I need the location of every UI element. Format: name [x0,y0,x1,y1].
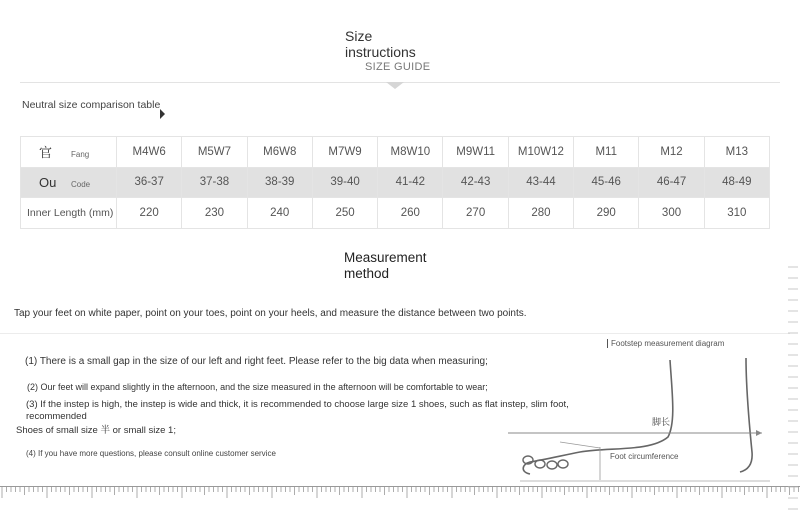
measurement-instruction: Tap your feet on white paper, point on your toes, point on your heels, and measure the distance between two points. [14,308,527,319]
title-line-1: Size [345,28,373,44]
code-cell: 36-37 [117,167,182,198]
length-cell: 260 [378,198,443,229]
length-cell: 230 [182,198,247,229]
circumference-line [560,442,600,448]
row-header-code [21,167,117,198]
ruler [0,480,800,500]
tip-3: (3) If the instep is high, the instep is wide and thick, it is recommended to choose large size 1 shoes, such as flat instep, slim foot, recommended [26,399,569,422]
ruler-ticks [2,486,799,498]
length-cell: 290 [574,198,639,229]
length-cell: 310 [704,198,769,229]
row-header-small: Code [71,179,91,189]
arrow-head [756,430,762,436]
comparison-label: Neutral size comparison table [22,99,161,111]
tip-2: (2) Our feet will expand slightly in the afternoon, and the size measured in the afternoon will be comfortable to wear; [27,382,488,392]
section-divider [0,333,790,334]
code-cell: 39-40 [312,167,377,198]
page-title [345,28,416,60]
size-cell: M4W6 [117,137,182,168]
toe [547,461,557,469]
row-header-small: Fang [71,150,90,160]
code-cell: 41-42 [378,167,443,198]
row-header-big: Ou [39,174,57,190]
side-ticks [786,265,800,515]
row-header-fang [21,137,117,168]
row-header-length [21,198,117,229]
measurement-title [344,250,427,282]
foot-diagram [500,352,780,482]
tip-1: (1) There is a small gap in the size of our left and right feet. Please refer to the big data when measuring; [25,356,488,367]
size-row [21,137,770,168]
inner-length-label: Inner Length (mm) [27,206,114,219]
play-triangle-icon [160,109,165,119]
row-header-big: 官 [39,145,53,161]
code-cell: 45-46 [574,167,639,198]
code-cell: 43-44 [508,167,573,198]
length-cell: 250 [312,198,377,229]
title-line-2: instructions [345,44,416,60]
tip-4: (4) If you have more questions, please consult online customer service [26,449,276,458]
size-cell: M13 [704,137,769,168]
code-cell: 38-39 [247,167,312,198]
code-cell: 46-47 [639,167,704,198]
length-cell: 270 [443,198,508,229]
heel-outline [740,358,752,472]
foot-circumference-label: Foot circumference [610,452,679,461]
length-cell: 300 [639,198,704,229]
size-cell: M6W8 [247,137,312,168]
size-cell: M12 [639,137,704,168]
measurement-title-line-2: method [344,266,390,281]
size-cell: M5W7 [182,137,247,168]
toe [535,460,545,468]
size-cell: M11 [574,137,639,168]
size-cell: M9W11 [443,137,508,168]
foot-length-label: 脚长 [652,417,671,427]
code-cell: 37-38 [182,167,247,198]
size-cell: M10W12 [508,137,573,168]
toe [558,460,568,468]
side-ticks-group [788,267,798,509]
code-cell: 48-49 [704,167,769,198]
tip-3-continued: Shoes of small size 半 or small size 1; [16,425,176,436]
page-subtitle: SIZE GUIDE [365,61,431,73]
code-row [21,167,770,198]
ruler-band [0,486,800,487]
measurement-title-line-1: Measurement [344,250,427,265]
code-cell: 42-43 [443,167,508,198]
length-cell: 220 [117,198,182,229]
down-triangle-icon [386,82,404,89]
length-cell: 280 [508,198,573,229]
size-cell: M7W9 [312,137,377,168]
size-cell: M8W10 [378,137,443,168]
diagram-label: Footstep measurement diagram [607,339,724,348]
length-cell: 240 [247,198,312,229]
size-table [20,136,770,229]
length-row [21,198,770,229]
